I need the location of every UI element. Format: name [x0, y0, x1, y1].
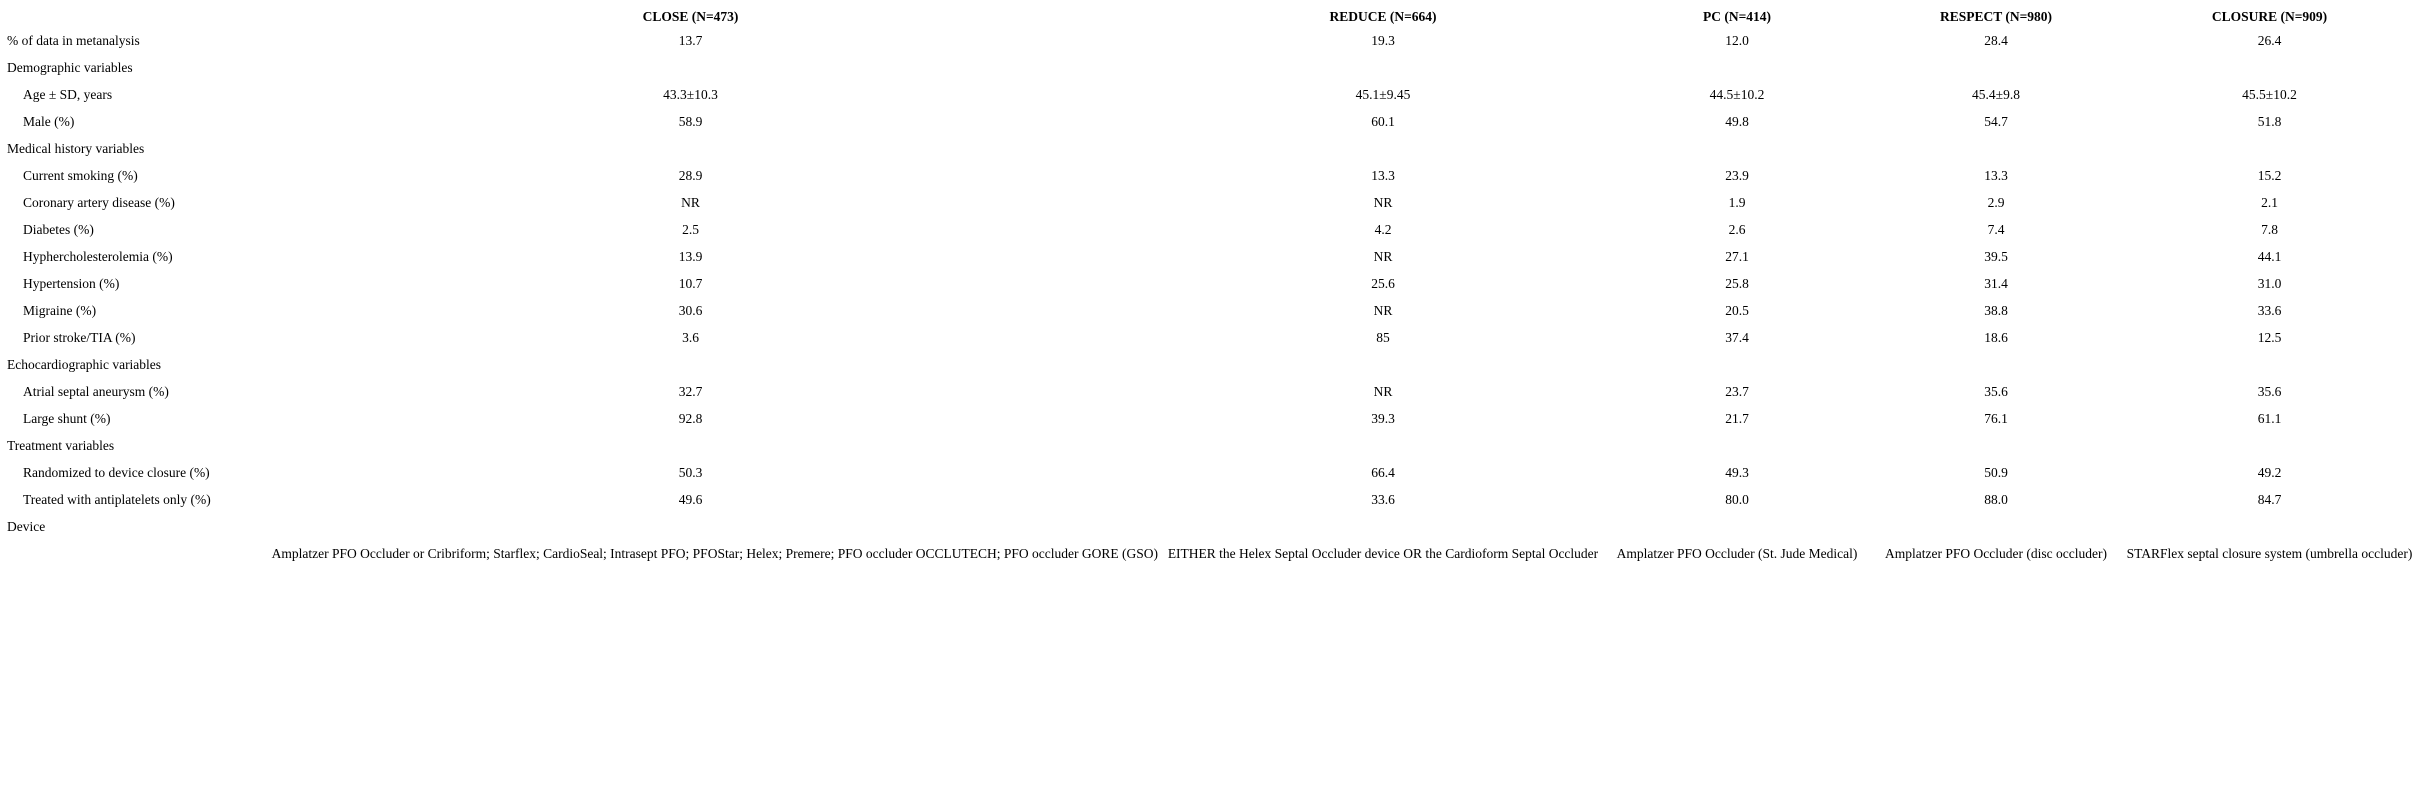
- column-header: RESPECT (N=980): [1939, 9, 2053, 24]
- table-cell: 31.0: [2257, 275, 2282, 291]
- table-cell: 45.5±10.2: [2242, 86, 2297, 102]
- table-cell: 33.6: [1371, 491, 1395, 507]
- section-header-row: [3, 351, 2413, 378]
- table-cell: 60.1: [1371, 113, 1395, 129]
- table-cell: 80.0: [1725, 491, 1749, 507]
- column-header: PC (N=414): [1702, 9, 1772, 24]
- table-row: [3, 297, 2413, 324]
- baseline-characteristics-table: [3, 9, 2413, 567]
- row-label: Hyphercholesterolemia (%): [23, 248, 173, 264]
- table-cell: 50.3: [678, 464, 703, 480]
- table-cell: 37.4: [1725, 329, 1749, 345]
- table-row: [3, 486, 2413, 513]
- section-label: Treatment variables: [7, 437, 115, 453]
- row-label: Male (%): [23, 113, 75, 129]
- table-cell: 25.8: [1725, 275, 1749, 291]
- table-cell: 1.9: [1728, 194, 1746, 210]
- row-label: Coronary artery disease (%): [23, 194, 175, 210]
- table-cell: 18.6: [1984, 329, 2008, 345]
- device-cell: EITHER the Helex Septal Occluder device OR the Cardioform Septal Occluder: [1167, 545, 1599, 561]
- table-cell: 31.4: [1984, 275, 2008, 291]
- table-cell: 15.2: [2257, 167, 2282, 183]
- section-header-row: [3, 54, 2413, 81]
- table-cell: 58.9: [678, 113, 703, 129]
- table-cell: NR: [1373, 248, 1393, 264]
- table-cell: 2.5: [682, 221, 699, 237]
- row-label: Large shunt (%): [23, 410, 111, 426]
- section-label: Device: [7, 518, 46, 534]
- table-row: [3, 243, 2413, 270]
- table-cell: 13.7: [678, 32, 703, 48]
- table-cell: 66.4: [1371, 464, 1395, 480]
- row-label: Age ± SD, years: [23, 86, 113, 102]
- device-cell: Amplatzer PFO Occluder (disc occluder): [1885, 545, 2107, 561]
- table-cell: 44.5±10.2: [1709, 86, 1765, 102]
- table-cell: 19.3: [1371, 32, 1395, 48]
- table-cell: 2.6: [1728, 221, 1746, 237]
- table-cell: 2.9: [1987, 194, 2005, 210]
- device-cell: STARFlex septal closure system (umbrella occluder): [2126, 545, 2413, 561]
- row-label: Treated with antiplatelets only (%): [23, 491, 211, 507]
- table-cell: 25.6: [1371, 275, 1395, 291]
- table-cell: 92.8: [678, 410, 703, 426]
- table-cell: 32.7: [678, 383, 703, 399]
- row-label: Prior stroke/TIA (%): [23, 329, 136, 345]
- table-row: [3, 189, 2413, 216]
- table-cell: 88.0: [1984, 491, 2008, 507]
- table-cell: 45.4±9.8: [1972, 86, 2020, 102]
- table-cell: 49.6: [678, 491, 703, 507]
- table-cell: 85: [1376, 329, 1390, 345]
- table-cell: 76.1: [1984, 410, 2008, 426]
- section-label: Demographic variables: [7, 59, 133, 75]
- row-label: Diabetes (%): [23, 221, 94, 237]
- table-cell: 26.4: [2257, 32, 2282, 48]
- section-header-row: [3, 135, 2413, 162]
- header-label-cell: [3, 9, 223, 27]
- table-cell: 49.3: [1725, 464, 1749, 480]
- row-label: Randomized to device closure (%): [23, 464, 210, 480]
- table-cell: NR: [1373, 302, 1393, 318]
- table-cell: NR: [681, 194, 700, 210]
- table-cell: 13.3: [1371, 167, 1395, 183]
- column-header: CLOSE (N=473): [642, 9, 739, 24]
- section-label: Echocardiographic variables: [7, 356, 162, 372]
- section-label: Medical history variables: [7, 140, 145, 156]
- table-cell: 13.3: [1984, 167, 2008, 183]
- table-body: [3, 27, 2413, 567]
- table-row: [3, 378, 2413, 405]
- row-label: Migraine (%): [23, 302, 97, 318]
- row-label: Current smoking (%): [23, 167, 138, 183]
- table-cell: 50.9: [1984, 464, 2008, 480]
- table-cell: 21.7: [1725, 410, 1749, 426]
- table-cell: 10.7: [678, 275, 703, 291]
- section-header-row: [3, 513, 2413, 540]
- table-cell: 35.6: [2257, 383, 2282, 399]
- section-header-row: [3, 432, 2413, 459]
- device-cell: Amplatzer PFO Occluder (St. Jude Medical): [1616, 545, 1858, 561]
- table-cell: 28.9: [678, 167, 703, 183]
- table-row: [3, 459, 2413, 486]
- table-cell: 49.2: [2257, 464, 2282, 480]
- table-cell: 7.4: [1987, 221, 2005, 237]
- table-cell: 33.6: [2257, 302, 2282, 318]
- table-cell: 12.0: [1725, 32, 1749, 48]
- table-cell: 38.8: [1984, 302, 2008, 318]
- table-cell: 43.3±10.3: [663, 86, 718, 102]
- column-header: REDUCE (N=664): [1329, 9, 1437, 24]
- table-cell: 27.1: [1725, 248, 1749, 264]
- table-cell: 39.5: [1984, 248, 2008, 264]
- table-cell: 3.6: [682, 329, 699, 345]
- table-cell: 61.1: [2257, 410, 2282, 426]
- device-values-row: [3, 540, 2413, 567]
- table-cell: NR: [1373, 194, 1393, 210]
- table-row: [3, 405, 2413, 432]
- table-row: [3, 81, 2413, 108]
- table-row: [3, 270, 2413, 297]
- table-cell: NR: [1373, 383, 1393, 399]
- device-label-spacer: [3, 540, 223, 567]
- table-cell: 13.9: [678, 248, 703, 264]
- table-row: [3, 216, 2413, 243]
- table-cell: 51.8: [2257, 113, 2282, 129]
- table-cell: 23.7: [1725, 383, 1749, 399]
- table-cell: 7.8: [2261, 221, 2278, 237]
- table-cell: 30.6: [678, 302, 703, 318]
- table-row: [3, 162, 2413, 189]
- device-cell: Amplatzer PFO Occluder or Cribriform; Starflex; CardioSeal; Intrasept PFO; PFOStar; Helex; Premere; PFO occluder OCCLUTECH; PFO occluder GORE (GSO): [271, 545, 1158, 561]
- column-header: CLOSURE (N=909): [2211, 9, 2328, 24]
- table-cell: 12.5: [2257, 329, 2282, 345]
- table-cell: 39.3: [1371, 410, 1395, 426]
- table-cell: 28.4: [1984, 32, 2008, 48]
- table-cell: 20.5: [1725, 302, 1749, 318]
- table-cell: 54.7: [1984, 113, 2008, 129]
- table-cell: 2.1: [2261, 194, 2278, 210]
- table-cell: 23.9: [1725, 167, 1749, 183]
- row-label: Hypertension (%): [23, 275, 120, 291]
- row-label: Atrial septal aneurysm (%): [23, 383, 169, 399]
- table-row: [3, 324, 2413, 351]
- header-row: [3, 9, 2413, 27]
- row-label: % of data in metanalysis: [7, 32, 140, 48]
- table-cell: 84.7: [2257, 491, 2282, 507]
- table-cell: 49.8: [1725, 113, 1749, 129]
- table-cell: 44.1: [2257, 248, 2282, 264]
- table-cell: 35.6: [1984, 383, 2008, 399]
- table-row: [3, 108, 2413, 135]
- table-row: [3, 27, 2413, 54]
- table-cell: 45.1±9.45: [1355, 86, 1411, 102]
- table-cell: 4.2: [1374, 221, 1392, 237]
